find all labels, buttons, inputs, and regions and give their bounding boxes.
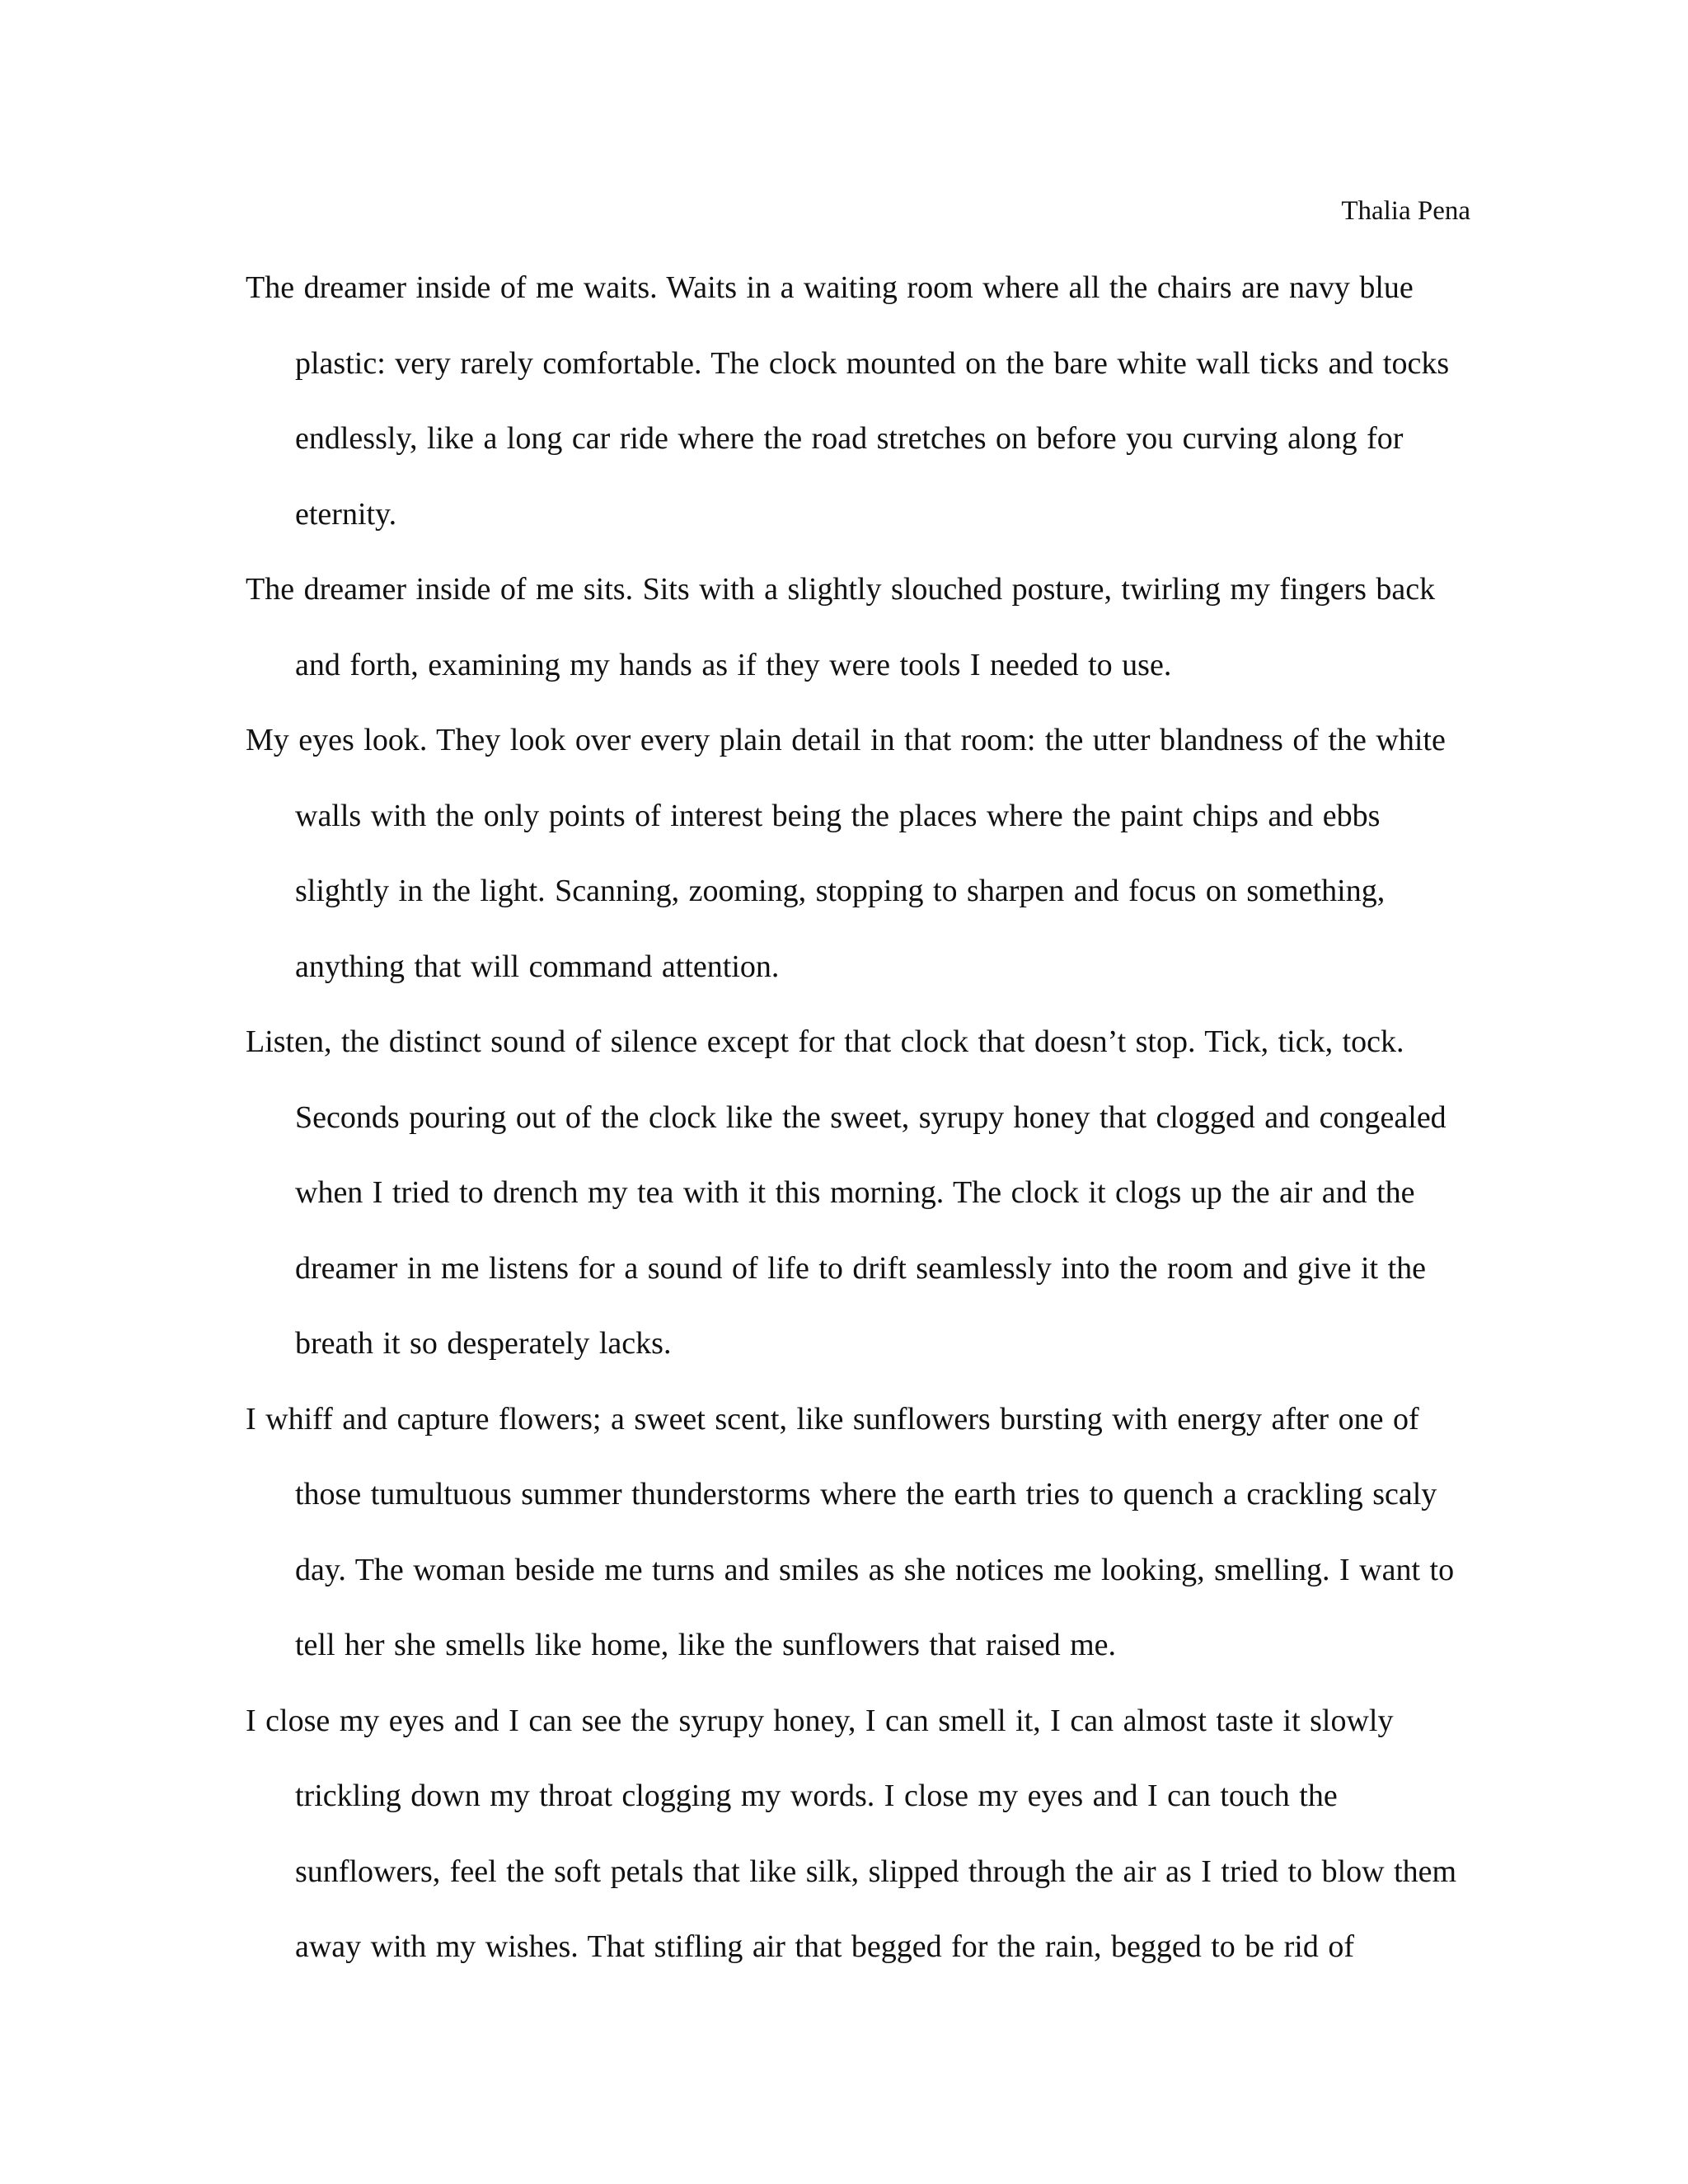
paragraph-eyes-look: My eyes look. They look over every plain detail in that room: the utter blandness of the white walls with the only points of interest being the places where the paint chips and ebbs slightly in the light. Scanning, zooming, stopping to sharpen and focus on something, anything that will command attention.: [246, 723, 1446, 984]
author-name-header: Thalia Pena: [1341, 196, 1470, 226]
paragraph-listen: Listen, the distinct sound of silence except for that clock that doesn’t stop. Tick, tick, tock. Seconds pouring out of the clock like the sweet, syrupy honey that clogged and congealed when I tried to drench my tea with it this morning. The clock it clogs up the air and the dreamer in me listens for a sound of life to drift seamlessly into the room and give it the breath it so desperately lacks.: [246, 1024, 1447, 1361]
paragraph-sits: The dreamer inside of me sits. Sits with a slightly slouched posture, twirling my fingers back and forth, examining my hands as if they were tools I needed to use.: [246, 572, 1436, 682]
essay-body: [246, 251, 1474, 1985]
paragraph-flowers: I whiff and capture flowers; a sweet scent, like sunflowers bursting with energy after one of those tumultuous summer thunderstorms where the earth tries to quench a crackling scaly day. The woman beside me turns and smiles as she notices me looking, smelling. I want to tell her she smells like home, like the sunflowers that raised me.: [246, 1401, 1455, 1662]
paragraph-close-eyes: I close my eyes and I can see the syrupy honey, I can smell it, I can almost taste it slowly trickling down my throat clogging my words. I close my eyes and I can touch the sunflowers, feel the soft petals that like silk, slipped through the air as I tried to blow them away with my wishes. That stifling air that begged for the rain, begged to be rid of: [246, 1703, 1457, 1964]
paragraph-waits: The dreamer inside of me waits. Waits in a waiting room where all the chairs are navy blue plastic: very rarely comfortable. The clock mounted on the bare white wall ticks and tocks endlessly, like a long car ride where the road stretches on before you curving along for eternity.: [246, 270, 1450, 532]
